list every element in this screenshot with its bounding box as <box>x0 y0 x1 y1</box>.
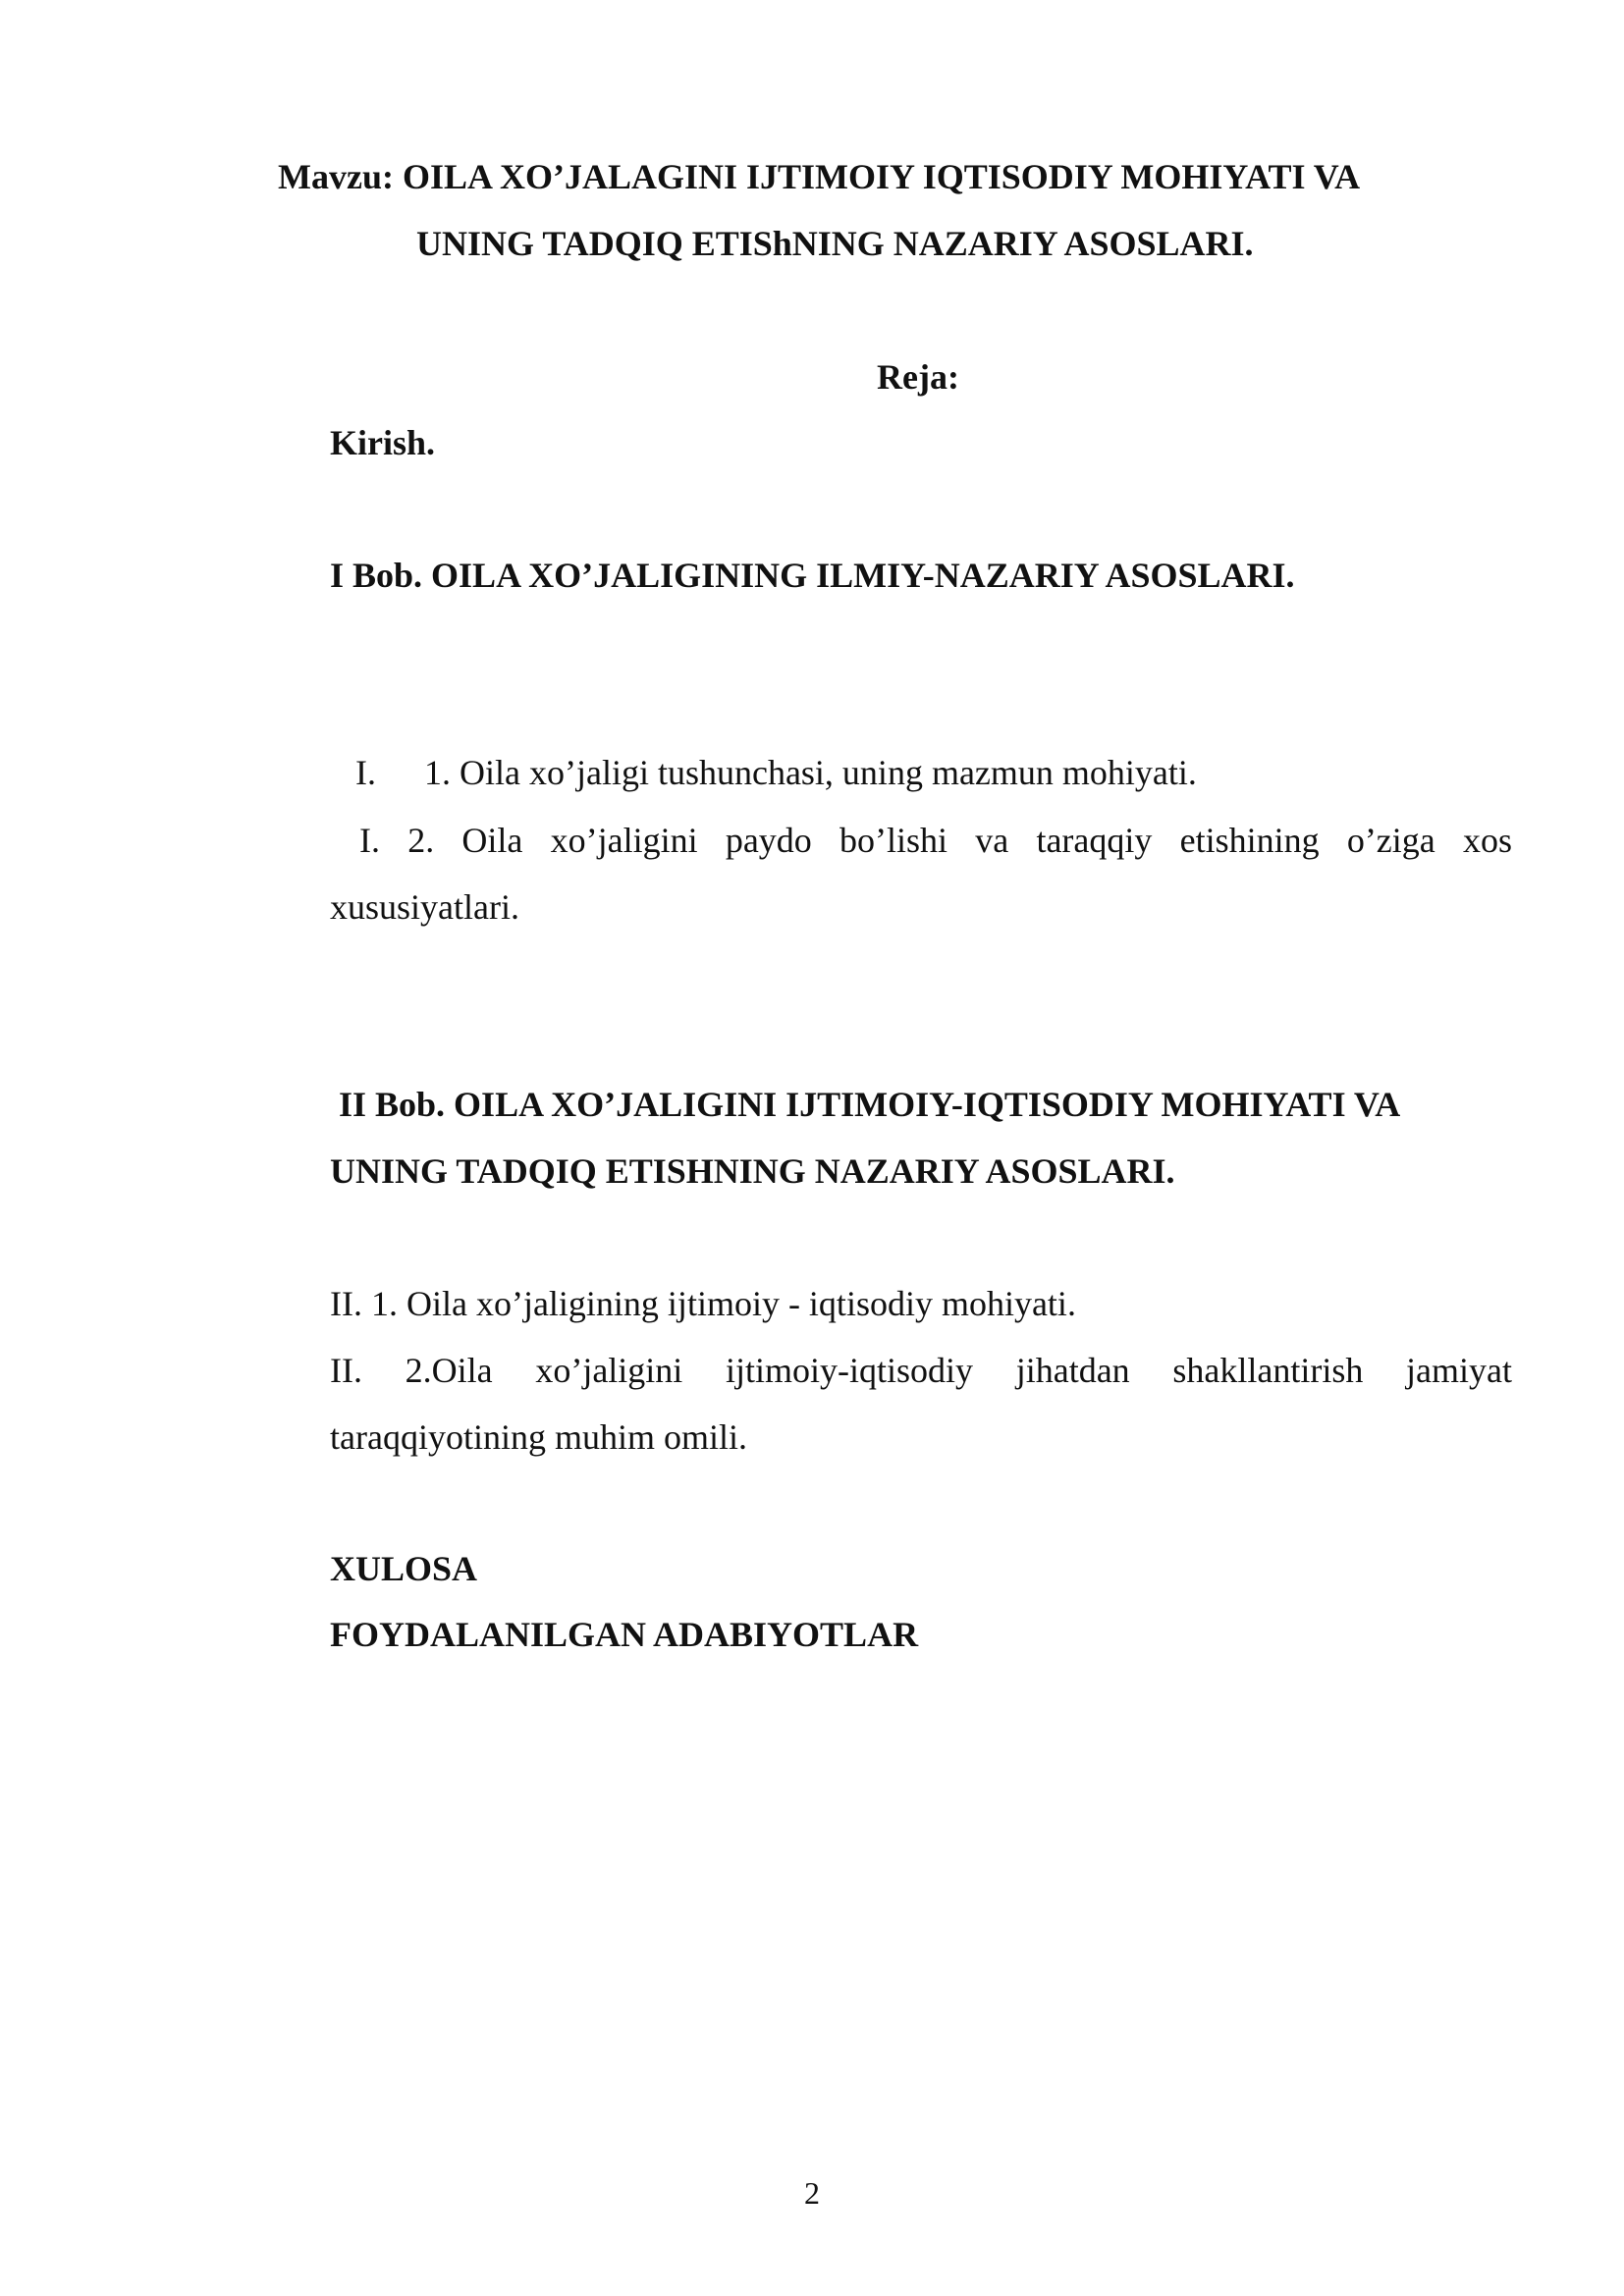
intro-heading: Kirish. <box>330 423 436 462</box>
chapter-1-item-1-text: 1. Oila xo’jaligi tushunchasi, uning mazmun mohiyati. <box>424 753 1197 792</box>
page-number: 2 <box>804 2175 820 2211</box>
chapter-2-heading-line-1: II Bob. OILA XO’JALIGINI IJTIMOIY-IQTISODIY MOHIYATI VA <box>339 1085 1401 1124</box>
chapter-2-item-2-line-2: taraqqiyotining muhim omili. <box>330 1417 747 1457</box>
chapter-2-item-2-line-1: II. 2.Oila xo’jaligini ijtimoiy-iqtisodiy jihatdan shakllantirish jamiyat <box>330 1351 1512 1390</box>
chapter-2-item-2 <box>330 1337 1512 1470</box>
chapter-1-heading: I Bob. OILA XO’JALIGINING ILMIY-NAZARIY ASOSLARI. <box>330 556 1295 595</box>
chapter-1-item-2-line-1: I. 2. Oila xo’jaligini paydo bo’lishi va taraqqiy etishining o’ziga xos <box>359 821 1512 860</box>
plan-heading: Reja: <box>877 357 959 397</box>
topic-title-line-2: UNING TADQIQ ETIShNING NAZARIY ASOSLARI. <box>416 224 1254 263</box>
chapter-1-item-2 <box>330 807 1512 940</box>
chapter-2-item-1: II. 1. Oila xo’jaligining ijtimoiy - iqtisodiy mohiyati. <box>330 1284 1076 1323</box>
chapter-1-item-2-line-2: xususiyatlari. <box>330 887 519 927</box>
topic-title-line-1: Mavzu: OILA XO’JALAGINI IJTIMOIY IQTISODIY MOHIYATI VA <box>278 157 1361 196</box>
chapter-2-heading-line-2: UNING TADQIQ ETISHNING NAZARIY ASOSLARI. <box>330 1151 1175 1191</box>
chapter-1-item-1-number: I. <box>355 753 376 792</box>
references-heading: FOYDALANILGAN ADABIYOTLAR <box>330 1615 919 1654</box>
conclusion-heading: XULOSA <box>330 1549 478 1588</box>
